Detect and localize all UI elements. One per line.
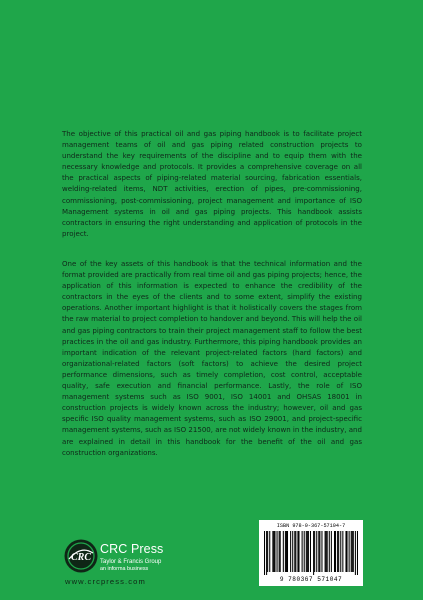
description-paragraph-2: One of the key assets of this handbook is that the technical information and the format provided are practically from real time oil and gas piping projects; hence, the application of this information is expected to enhance the credibility of the contractors in the eyes of the clients and to some extent, simplify the existing operations. Another important highlight is that it holistically covers the stages from the raw material to project completion to handover and beyond. This will help the oil and gas piping contractors to train their project management staff to follow the best practices in the oil and gas industry. Furthermore, this piping handbook provides an important indication of the relevant project-related factors (hard factors) and organizational-related factors (soft factors) to achieve the desired project performance dimensions, such as timely completion, cost control, acceptable quality, safe execution and financial performance. Lastly, the role of ISO management systems such as ISO 9001, ISO 14001 and OHSAS 18001 in construction projects is widely known across the industry; however, oil and gas specific ISO quality management systems, such as ISO 29001, and project-specific management systems, such as ISO 21500, are not widely known in the industry, and are explained in detail in this handbook for the benefit of the oil and gas construction organizations. — [62, 259, 362, 457]
logo-text: CRC — [70, 552, 92, 563]
description-paragraph-1: The objective of this practical oil and gas piping handbook is to facilitate project management teams of oil and gas piping related construction projects to understand the key requirements of the discipline and to equip them with the necessary knowledge and protocols. It provides a comprehensive coverage on all the practical aspects of piping-related material sourcing, fabrication essentials, welding-related items, NDT activities, erection of pipes, pre-commissioning, commissioning, post-commissioning, project management and importance of ISO Management systems in oil and gas piping projects. This handbook assists contractors in ensuring the right understanding and application of protocols in the project. — [62, 129, 362, 238]
publisher-block — [100, 543, 163, 572]
ean-number: 9 780367 571047 — [279, 576, 343, 583]
barcode-panel — [259, 520, 363, 586]
barcode-icon — [264, 531, 358, 575]
publisher-business: an informa business — [100, 565, 149, 572]
crc-press-logo-icon — [63, 538, 99, 574]
publisher-website: www.crcpress.com — [65, 577, 146, 586]
publisher-name: CRC Press — [100, 542, 164, 556]
publisher-group: Taylor & Francis Group — [100, 558, 162, 565]
isbn-text: ISBN 978-0-367-57104-7 — [276, 523, 346, 529]
